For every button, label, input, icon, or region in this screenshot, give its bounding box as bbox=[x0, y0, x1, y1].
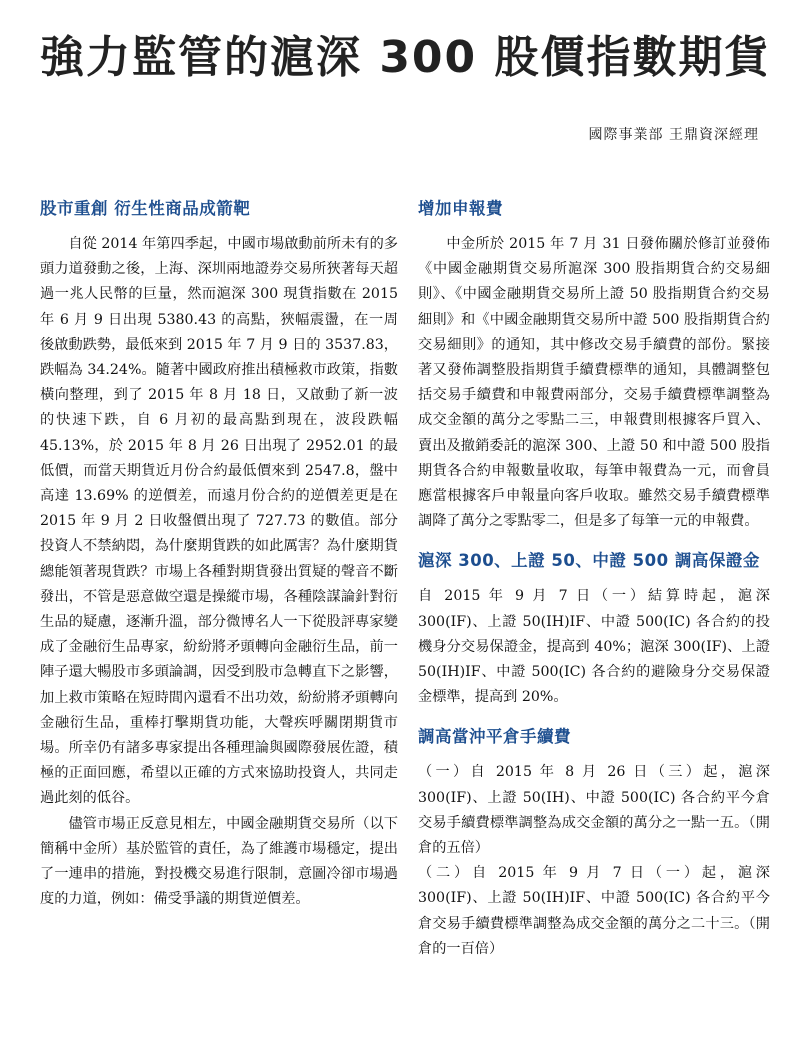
right-column bbox=[418, 196, 770, 962]
paragraph-declaration-fee: 中金所於 2015 年 7 月 31 日發佈關於修訂並發佈《中國金融期貨交易所滬深 300 股指期貨合約交易細則》、《中國金融期貨交易所上證 50 股指期貨合約交易細則》和《中國金融期貨交易所中證 500 股指期貨合約交易細則》的通知，其中修改交易手續費的部份。緊接著又發佈調整股指期貨手續費標準的通知，具體調整包括交易手續費和申報費兩部分，交易手續費標準調整為成交金額的萬分之零點二三，申報費則根據客戶買入、賣出及撤銷委託的滬深 300、上證 50 和中證 500 股指期貨各合約申報數量收取，每筆申報費為一元，而會員應當根據客戶申報量向客戶收取。雖然交易手續費標準調降了萬分之零點零二，但是多了每筆一元的申報費。 bbox=[418, 236, 770, 530]
section-heading-daytrade-fee: 調高當沖平倉手續費 bbox=[418, 727, 571, 747]
paragraph-cffex-measures: 儘管市場正反意見相左，中國金融期貨交易所（以下簡稱中金所）基於監管的責任，為了維護市場穩定，提出了一連串的措施，對投機交易進行限制，意圖冷卻市場過度的力道，例如：備受爭議的期貨逆價差。 bbox=[40, 815, 398, 908]
page-title: 強力監管的滬深 300 股價指數期貨 bbox=[40, 32, 771, 83]
left-column bbox=[40, 196, 398, 912]
author-byline: 國際事業部 王鼎資深經理 bbox=[588, 127, 759, 143]
paragraph-daytrade-fee-2: （二）自 2015 年 9 月 7 日（一）起，滬深 300(IF)、上證 50(IH)IF、中證 500(IC) 各合約平今倉交易手續費標準調整為成交金額的萬分之二十三。（開倉的一百倍） bbox=[418, 865, 770, 957]
section-heading-margin-increase: 滬深 300、上證 50、中證 500 調高保證金 bbox=[418, 551, 760, 571]
paragraph-daytrade-fee-1: （一）自 2015 年 8 月 26 日（三）起，滬深 300(IF)、上證 50(IH)、中證 500(IC) 各合約平今倉交易手續費標準調整為成交金額的萬分之一點一五。（開倉的五倍） bbox=[418, 764, 770, 857]
section-heading-declaration-fee: 增加申報費 bbox=[418, 199, 503, 218]
paragraph-market-crash: 自從 2014 年第四季起，中國市場啟動前所未有的多頭力道發動之後，上海、深圳兩地證券交易所狹著每天超過一兆人民幣的巨量，然而滬深 300 現貨指數在 2015 年 6 月 9 日出現 5380.43 的高點，狹幅震盪，在一周後啟動跌勢，最低來到 2015 年 7 月 9 日的 3537.83，跌幅為 34.24%。隨著中國政府推出積極救市政策，指數橫向整理，到了 2015 年 8 月 18 日，又啟動了新一波的快速下跌，自 6 月初的最高點到現在，波段跌幅 45.13%，於 2015 年 8 月 26 日出現了 2952.01 的最低價，而當天期貨近月份合約最低價來到 2547.8，盤中高達 13.69% 的逆價差，而遠月份合約的逆價差更是在 2015 年 9 月 2 日收盤價出現了 727.73 的數值。部分投資人不禁納悶，為什麼期貨跌的如此厲害？為什麼期貨總能領著現貨跌？市場上各種對期貨發出質疑的聲音不斷發出，不管是惡意做空還是操縱市場，各種陰謀論針對衍生品的疑慮，逐漸升溫，部分微博名人一下從股評專家變成了金融衍生品專家，紛紛將矛頭轉向金融衍生品，前一陣子還大暢股市多頭論調，因受到股市急轉直下之影響，加上救市策略在短時間內還看不出功效，紛紛將矛頭轉向金融衍生品，重棒打擊期貨功能，大聲疾呼關閉期貨市場。所幸仍有諸多專家提出各種理論與國際發展佐證，積極的正面回應，希望以正確的方式來協助投資人，共同走過此刻的低谷。 bbox=[40, 236, 398, 807]
section-heading-market-crash: 股市重創 衍生性商品成箭靶 bbox=[40, 199, 251, 218]
paragraph-margin-increase: 自 2015 年 9 月 7 日（一）結算時起，滬深 300(IF)、上證 50(IH)IF、中證 500(IC) 各合約的投機身分交易保證金，提高到 40%；滬深 300(IF)、上證 50(IH)IF、中證 500(IC) 各合約的避險身分交易保證金標準，提高到 20%。 bbox=[418, 588, 770, 706]
